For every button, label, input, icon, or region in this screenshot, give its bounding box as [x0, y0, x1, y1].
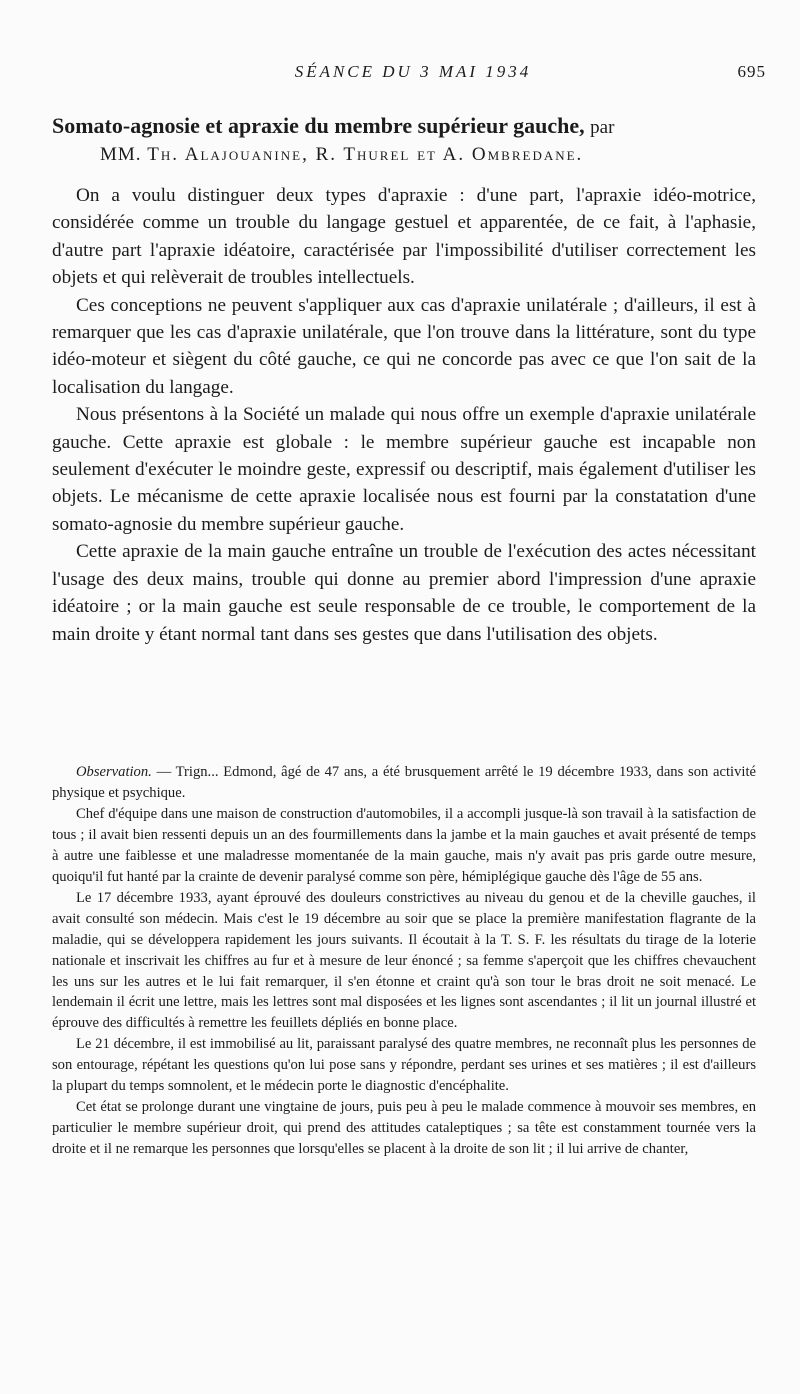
body-paragraph: Cette apraxie de la main gauche entraîne un trouble de l'exécution des actes nécessitant l'usage des deux mains, trouble qui donne au premier abord l'impression d'une apraxie idéatoire ; or la main gauche est seule responsable de ce trouble, le comportement de la main droite y étant normal tant dans ses gestes que dans l'utilisation des objets. — [52, 541, 756, 645]
article-authors — [100, 142, 770, 168]
authors-prefix: MM. — [100, 144, 142, 165]
observation-paragraph: Chef d'équipe dans une maison de construction d'automobiles, il a accompli jusque-là son travail à la satisfaction de tous ; il avait bien ressenti depuis un an des fourmillements dans la jambe et la main gauches et avait présenté de temps à autre une faiblesse et une maladresse momentanée de la main gauche, mais n'y avait pas pris garde outre mesure, quoiqu'il fut hanté par la crainte de devenir paralysé comme son père, hémiplégique gauche dès l'âge de 55 ans. — [52, 805, 756, 885]
article-title-par: par — [590, 117, 615, 138]
observation-paragraph: Le 17 décembre 1933, ayant éprouvé des douleurs constrictives au niveau du genou et de la cheville gauches, il avait consulté son médecin. Mais c'est le 19 décembre au soir que se place la première manifestation flagrante de la maladie, qui se développera rapidement les jours suivants. Il écoutait à la T. S. F. les résultats du tirage de la loterie nationale et inscrivait les chiffres au fur et à mesure de leur énoncé ; sa femme s'aperçoit que les chiffres chevauchent les uns sur les autres et le lui fait remarquer, il s'en étonne et craint qu'à son tour le bras droit ne soit menacé. Le lendemain il écrit une lettre, mais les lettres sont mal disposées et les lignes sont ascendantes ; il lit un journal illustré et éprouve des difficultés à remettre les feuillets dépliés en bonne place. — [52, 889, 756, 1032]
running-title: SÉANCE DU 3 MAI 1934 — [294, 62, 532, 81]
observation-intro: — Trign... Edmond, âgé de 47 ans, a été brusquement arrêté le 19 décembre 1933, dans son activité physique et psychique. — [52, 764, 756, 801]
observation-label: Observation. — [76, 764, 152, 780]
observation-paragraph: Cet état se prolonge durant une vingtaine de jours, puis peu à peu le malade commence à mouvoir ses membres, en particulier le membre supérieur droit, qui prend des attitudes cataleptiques ; sa tête est constamment tournée vers la droite et il ne remarque les personnes que lorsqu'elles se placent à la droite de son lit ; il lui arrive de chanter, — [52, 1099, 756, 1158]
article-body — [52, 182, 756, 648]
running-header — [60, 62, 766, 86]
observation-paragraph: Le 21 décembre, il est immobilisé au lit, paraissant paralysé des quatre membres, ne reconnaît plus les personnes de son entourage, répétant les questions qu'on lui pose sans y répondre, perdant ses urines et ses matières ; il est d'ailleurs la plupart du temps somnolent, et le médecin porte le diagnostic d'encéphalite. — [52, 1036, 756, 1095]
page-number: 695 — [737, 62, 766, 81]
body-paragraph: On a voulu distinguer deux types d'apraxie : d'une part, l'apraxie idéo-motrice, considérée comme un trouble du langage gestuel et apparentée, de ce fait, à l'aphasie, d'autre part l'apraxie idéatoire, caractérisée par l'impossibilité d'utiliser correctement les objets et qui relèverait de troubles intellectuels. — [52, 185, 756, 289]
body-paragraph: Nous présentons à la Société un malade qui nous offre un exemple d'apraxie unilatérale gauche. Cette apraxie est globale : le membre supérieur gauche est incapable non seulement d'exécuter le moindre geste, expressif ou descriptif, mais également d'utiliser les objets. Le mécanisme de cette apraxie localisée nous est fourni par la constatation d'une somato-agnosie du membre supérieur gauche. — [52, 404, 756, 535]
observation-paragraph — [52, 762, 756, 804]
article-title — [52, 112, 770, 142]
article-title-main: Somato-agnosie et apraxie du membre supérieur gauche, — [52, 113, 585, 138]
body-paragraph: Ces conceptions ne peuvent s'appliquer aux cas d'apraxie unilatérale ; d'ailleurs, il est à remarquer que les cas d'apraxie unilatérale, que l'on trouve dans la littérature, sont du type idéo-moteur et siègent du côté gauche, ce qui ne concorde pas avec ce que l'on sait de la localisation du langage. — [52, 294, 756, 398]
authors-names: Th. Alajouanine, R. Thurel et A. Ombredane. — [147, 144, 584, 165]
observation-section — [52, 762, 756, 1160]
